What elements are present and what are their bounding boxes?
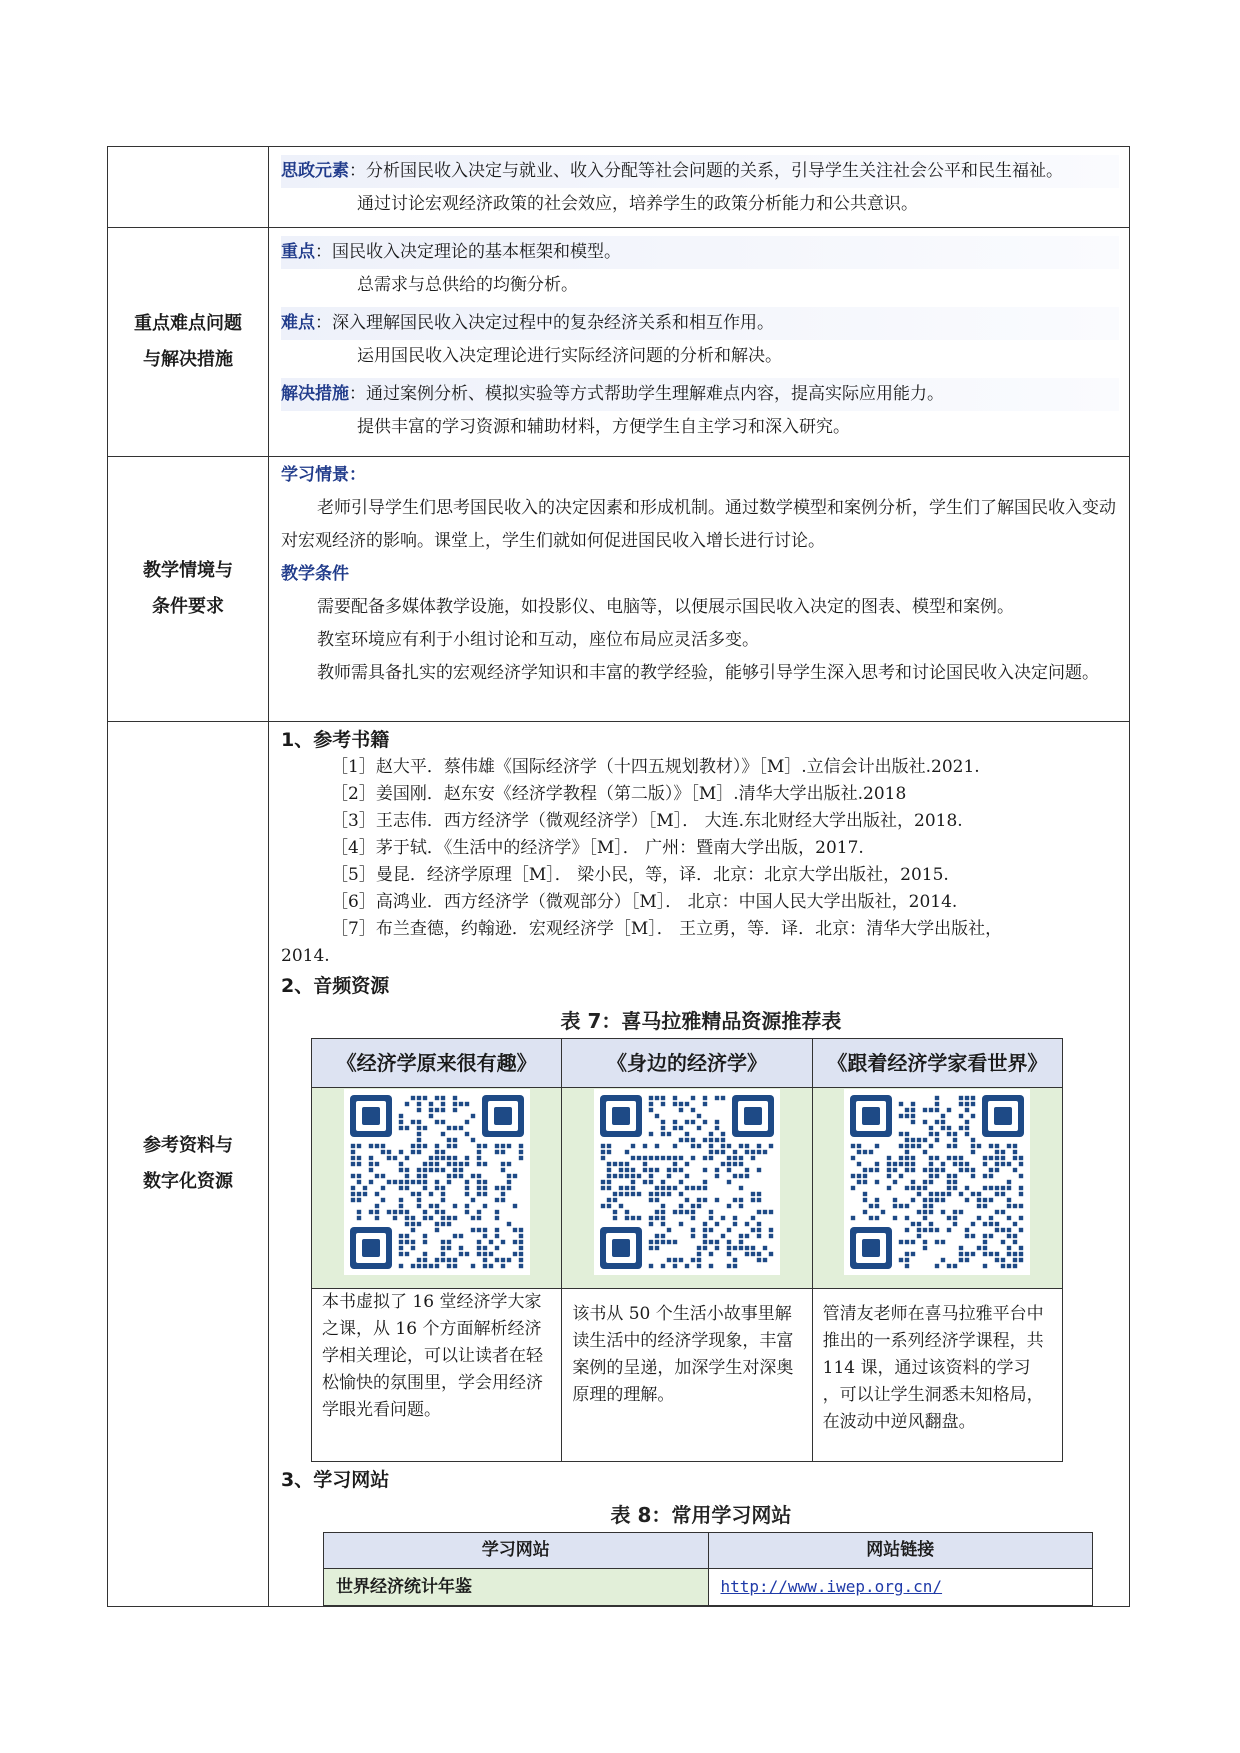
website-row [324, 1569, 1093, 1606]
course-table [107, 146, 1130, 1607]
reference-item-continuation: 2014. [281, 946, 330, 966]
row-teaching-label [108, 457, 269, 722]
row-references [108, 722, 1130, 1607]
conditions-text-1: 需要配备多媒体教学设施，如投影仪、电脑等，以便展示国民收入决定的图表、模型和案例。 [317, 597, 1014, 617]
row-key-points-label [108, 228, 269, 457]
key-text-2: 总需求与总供给的均衡分析。 [357, 275, 578, 295]
section-books-heading: 1、参考书籍 [281, 729, 390, 751]
reference-item: ［1］赵大平．蔡伟雄《国际经济学（十四五规划教材）》［M］.立信会计出版社.2021. [331, 757, 980, 777]
row-key-points-content [269, 228, 1130, 457]
qr-code[interactable] [344, 1089, 530, 1287]
key-text-1: 国民收入决定理论的基本框架和模型。 [332, 242, 621, 262]
key-keyword: 重点 [281, 242, 315, 262]
solution-text-2: 提供丰富的学习资源和辅助材料，方便学生自主学习和深入研究。 [357, 417, 850, 437]
reference-item: ［3］王志伟．西方经济学（微观经济学）［M］． 大连.东北财经大学出版社，2018. [331, 811, 963, 831]
solution-line-1: 解决措施：通过案例分析、模拟实验等方式帮助学生理解难点内容，提高实际应用能力。 [281, 378, 1119, 411]
key-line-1: 重点：国民收入决定理论的基本框架和模型。 [281, 236, 1119, 269]
key-points-label-line-2: 与解决措施 [143, 349, 233, 370]
qr-cell [812, 1088, 1062, 1289]
website-header-name: 学习网站 [324, 1533, 709, 1569]
website-header-link: 网站链接 [708, 1533, 1093, 1569]
references-label-line-1: 参考资料与 [143, 1135, 233, 1156]
audio-description: 该书从 50 个生活小故事里解读生活中的经济学现象，丰富案例的呈递，加深学生对深奥原理的理解。 [562, 1289, 812, 1462]
conditions-keyword: 教学条件 [281, 564, 349, 584]
section-audio-heading: 2、音频资源 [281, 975, 390, 997]
difficulty-line-1: 难点：深入理解国民收入决定过程中的复杂经济关系和相互作用。 [281, 307, 1119, 340]
key-points-label-line-1: 重点难点问题 [134, 313, 242, 334]
row-ideology-content [269, 147, 1130, 228]
website-table [323, 1532, 1093, 1606]
ideology-text-2: 通过讨论宏观经济政策的社会效应，培养学生的政策分析能力和公共意识。 [357, 194, 918, 214]
situation-keyword: 学习情景： [281, 465, 366, 485]
website-header-row [324, 1533, 1093, 1569]
row-references-label [108, 722, 269, 1607]
solution-text-1: 通过案例分析、模拟实验等方式帮助学生理解难点内容，提高实际应用能力。 [366, 384, 944, 404]
section-websites-heading: 3、学习网站 [281, 1469, 390, 1491]
website-link[interactable]: http://www.iwep.org.cn/ [720, 1577, 943, 1596]
row-ideology [108, 147, 1130, 228]
difficulty-text-1: 深入理解国民收入决定过程中的复杂经济关系和相互作用。 [332, 313, 774, 333]
solution-keyword: 解决措施 [281, 384, 349, 404]
ideology-text-1: 分析国民收入决定与就业、收入分配等社会问题的关系，引导学生关注社会公平和民生福祉。 [366, 161, 1063, 181]
audio-title: 《跟着经济学家看世界》 [812, 1039, 1062, 1088]
reference-item: ［7］布兰查德，约翰逊．宏观经济学［M］． 王立勇，等．译．北京：清华大学出版社， [331, 919, 1003, 939]
audio-resource-table [311, 1038, 1063, 1462]
ideology-line-1: 思政元素：分析国民收入决定与就业、收入分配等社会问题的关系，引导学生关注社会公平和民生福祉。 [281, 155, 1119, 188]
teaching-label-line-2: 条件要求 [152, 596, 224, 617]
row-key-points [108, 228, 1130, 457]
ideology-keyword: 思政元素 [281, 161, 349, 181]
reference-item: ［2］姜国刚．赵东安《经济学教程（第二版）》［M］.清华大学出版社.2018 [331, 784, 907, 804]
teaching-label-line-1: 教学情境与 [143, 560, 233, 581]
difficulty-keyword: 难点 [281, 313, 315, 333]
row-teaching-situation [108, 457, 1130, 722]
row-teaching-content [269, 457, 1130, 722]
qr-code[interactable] [594, 1089, 780, 1287]
reference-item: ［4］茅于轼．《生活中的经济学》［M］． 广州：暨南大学出版，2017. [331, 838, 864, 858]
table7-caption: 表 7：喜马拉雅精品资源推荐表 [560, 1009, 842, 1033]
website-link-cell [708, 1569, 1093, 1606]
audio-description: 管清友老师在喜马拉雅平台中推出的一系列经济学课程，共 114 课，通过该资料的学习 ，可以让学生洞悉未知格局，在波动中逆风翻盘。 [812, 1289, 1062, 1462]
conditions-text-2: 教室环境应有利于小组讨论和互动，座位布局应灵活多变。 [317, 630, 759, 650]
page [107, 146, 1130, 1607]
reference-item: ［5］曼昆．经济学原理［M］． 梁小民，等，译．北京：北京大学出版社，2015. [331, 865, 949, 885]
difficulty-text-2: 运用国民收入决定理论进行实际经济问题的分析和解决。 [357, 346, 782, 366]
table8-caption: 表 8：常用学习网站 [610, 1503, 792, 1527]
audio-qr-row [312, 1088, 1063, 1289]
conditions-text-3: 教师需具备扎实的宏观经济学知识和丰富的教学经验，能够引导学生深入思考和讨论国民收入决定问题。 [317, 663, 1099, 683]
audio-title: 《经济学原来很有趣》 [312, 1039, 562, 1088]
situation-text: 老师引导学生们思考国民收入的决定因素和形成机制。通过数学模型和案例分析，学生们了解国民收入变动对宏观经济的影响。课堂上，学生们就如何促进国民收入增长进行讨论。 [281, 498, 1116, 551]
reference-item: ［6］高鸿业．西方经济学（微观部分）［M］． 北京：中国人民大学出版社，2014. [331, 892, 958, 912]
qr-cell [562, 1088, 812, 1289]
website-name: 世界经济统计年鉴 [324, 1569, 709, 1606]
audio-desc-row [312, 1289, 1063, 1462]
audio-header-row [312, 1039, 1063, 1088]
qr-code[interactable] [844, 1089, 1030, 1287]
audio-title: 《身边的经济学》 [562, 1039, 812, 1088]
audio-description: 本书虚拟了 16 堂经济学大家之课，从 16 个方面解析经济学相关理论，可以让读者在轻松愉快的氛围里，学会用经济学眼光看问题。 [312, 1289, 562, 1462]
references-label-line-2: 数字化资源 [143, 1171, 233, 1192]
row-ideology-label [108, 147, 269, 228]
row-references-content [269, 722, 1130, 1607]
qr-cell [312, 1088, 562, 1289]
